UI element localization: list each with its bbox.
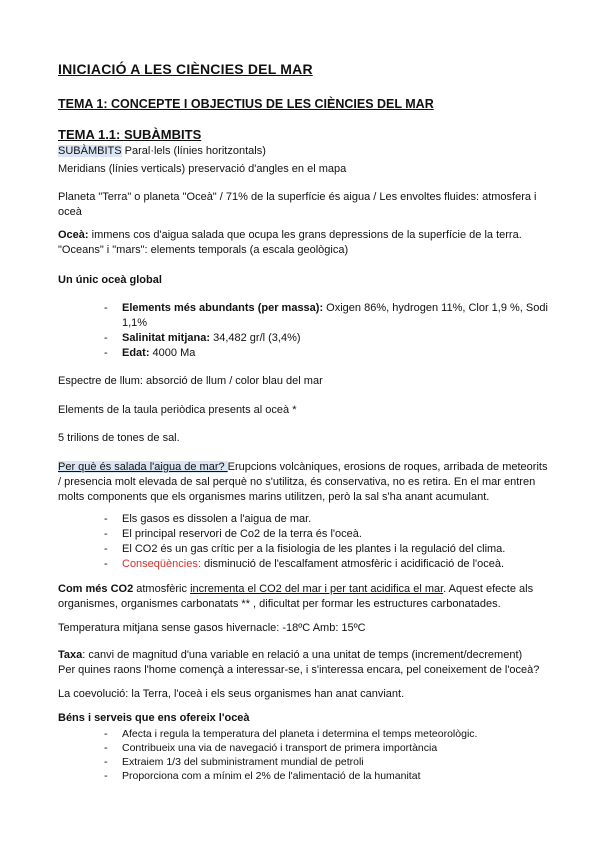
taxa-line-1: [58, 648, 558, 662]
unic-item-3-label: Edat:: [122, 347, 150, 359]
unic-item-1-label: Elements més abundants (per massa):: [122, 302, 324, 314]
ocea-line-1: [58, 228, 558, 242]
bullet-dash: -: [104, 302, 108, 314]
unic-item-1-cont-text: 1,1%: [122, 317, 148, 329]
document-title: INICIACIÓ A LES CIÈNCIES DEL MAR: [58, 61, 313, 77]
bullet-dash: -: [104, 332, 108, 344]
ocea-text: immens cos d'aigua salada que ocupa les grans depressions de la superfície de la terra.: [88, 229, 522, 241]
co2-line-1: [58, 582, 558, 596]
salada-line-2: / presencia molt elevada de sal perquè no s'utilitza, és conservativa, no es retira. En el mar entren: [58, 476, 536, 488]
bullet-dash: -: [104, 770, 108, 782]
co2-line-2: organismes, organismes carbonatats ** , dificultat per formar les estructures carbonatades.: [58, 598, 501, 610]
gasos-item-3-text: El CO2 és un gas crític per a la fisiologia de les plantes i la regulació del clima.: [122, 543, 506, 555]
subambits-line: [58, 144, 558, 158]
planeta-line-2: oceà: [58, 206, 82, 218]
bullet-dash: -: [104, 513, 108, 525]
unic-item-2-label: Salinitat mitjana:: [122, 332, 211, 344]
ocea-line-2: "Oceans" i "mars": elements temporals (a escala geològica): [58, 244, 349, 256]
unic-heading: Un únic oceà global: [58, 274, 162, 286]
meridians-line: Meridians (línies verticals) preservació d'angles en el mapa: [58, 163, 347, 175]
bullet-dash: -: [104, 528, 108, 540]
subambits-label: SUBÀMBITS: [58, 145, 122, 157]
gasos-item-2-text: El principal reservori de Co2 de la terra és l'oceà.: [122, 528, 362, 540]
unic-item-1-value: Oxigen 86%, hydrogen 11%, Clor 1,9 %, Sodi: [323, 302, 548, 314]
taxa-line-2: Per quines raons l'home començà a interessar-se, i s'interessa encara, pel coneixement de l'oceà?: [58, 664, 540, 676]
salada-line-1: [58, 460, 558, 474]
gasos-item-1-text: Els gasos es dissolen a l'aigua de mar.: [122, 513, 312, 525]
co2-end: . Aquest efecte als: [443, 583, 534, 595]
bullet-dash: -: [104, 756, 108, 768]
trilions-line: 5 trilions de tones de sal.: [58, 432, 180, 444]
co2-label: Com més CO2: [58, 583, 134, 595]
salada-text-1: Erupcions volcàniques, erosions de roques, arribada de meteorits: [227, 461, 548, 473]
salada-question: Per què és salada l'aigua de mar?: [58, 461, 228, 473]
bullet-dash: -: [104, 728, 108, 740]
salada-line-3: molts components que els organismes marins utilitzen, però la sal s'ha anant acumulant.: [58, 491, 490, 503]
unic-item-3-value: 4000 Ma: [149, 347, 196, 359]
consequencies-label: Conseqüències:: [122, 558, 201, 570]
bens-item-3-text: Extraiem 1/3 del subministrament mundial de petroli: [122, 756, 364, 768]
coevolucio-line: La coevolució: la Terra, l'oceà i els seus organismes han anat canviant.: [58, 688, 405, 700]
bullet-dash: -: [104, 742, 108, 754]
bens-heading: Béns i serveis que ens ofereix l'oceà: [58, 712, 250, 724]
consequencies-text: disminució de l'escalfament atmosfèric i acidificació de l'oceà.: [200, 558, 505, 570]
taxa-label: Taxa: [58, 649, 83, 661]
espectre-line: Espectre de llum: absorció de llum / color blau del mar: [58, 375, 323, 387]
subambits-text: Paral·lels (línies horitzontals): [121, 145, 266, 157]
bens-item-4-text: Proporciona com a mínim el 2% de l'alimentació de la humanitat: [122, 770, 421, 782]
bens-item-1-text: Afecta i regula la temperatura del planeta i determina el temps meteorològic.: [122, 728, 478, 740]
unic-item-2-value: 34,482 gr/l (3,4%): [210, 332, 301, 344]
tema-1-1-heading: TEMA 1.1: SUBÀMBITS: [58, 127, 202, 142]
bullet-dash: -: [104, 543, 108, 555]
temperatura-line: Temperatura mitjana sense gasos hivernacle: -18ºC Amb: 15ºC: [58, 622, 366, 634]
bullet-dash: -: [104, 347, 108, 359]
elements-line: Elements de la taula periòdica presents al oceà *: [58, 404, 297, 416]
tema-1-heading: TEMA 1: CONCEPTE I OBJECTIUS DE LES CIÈNCIES DEL MAR: [58, 97, 434, 111]
ocea-label: Oceà:: [58, 229, 89, 241]
co2-underlined: incrementa el CO2 del mar i per tant acidifica el mar: [190, 583, 444, 595]
co2-mid: atmosfèric: [133, 583, 191, 595]
bullet-dash: -: [104, 558, 108, 570]
bens-item-2-text: Contribueix una via de navegació i transport de primera importància: [122, 742, 438, 754]
taxa-text: : canvi de magnitud d'una variable en relació a una unitat de temps (increment/decrement): [82, 649, 523, 661]
planeta-line-1: Planeta "Terra" o planeta "Oceà" / 71% de la superfície és aigua / Les envoltes fluides: atmosfera i: [58, 191, 537, 203]
